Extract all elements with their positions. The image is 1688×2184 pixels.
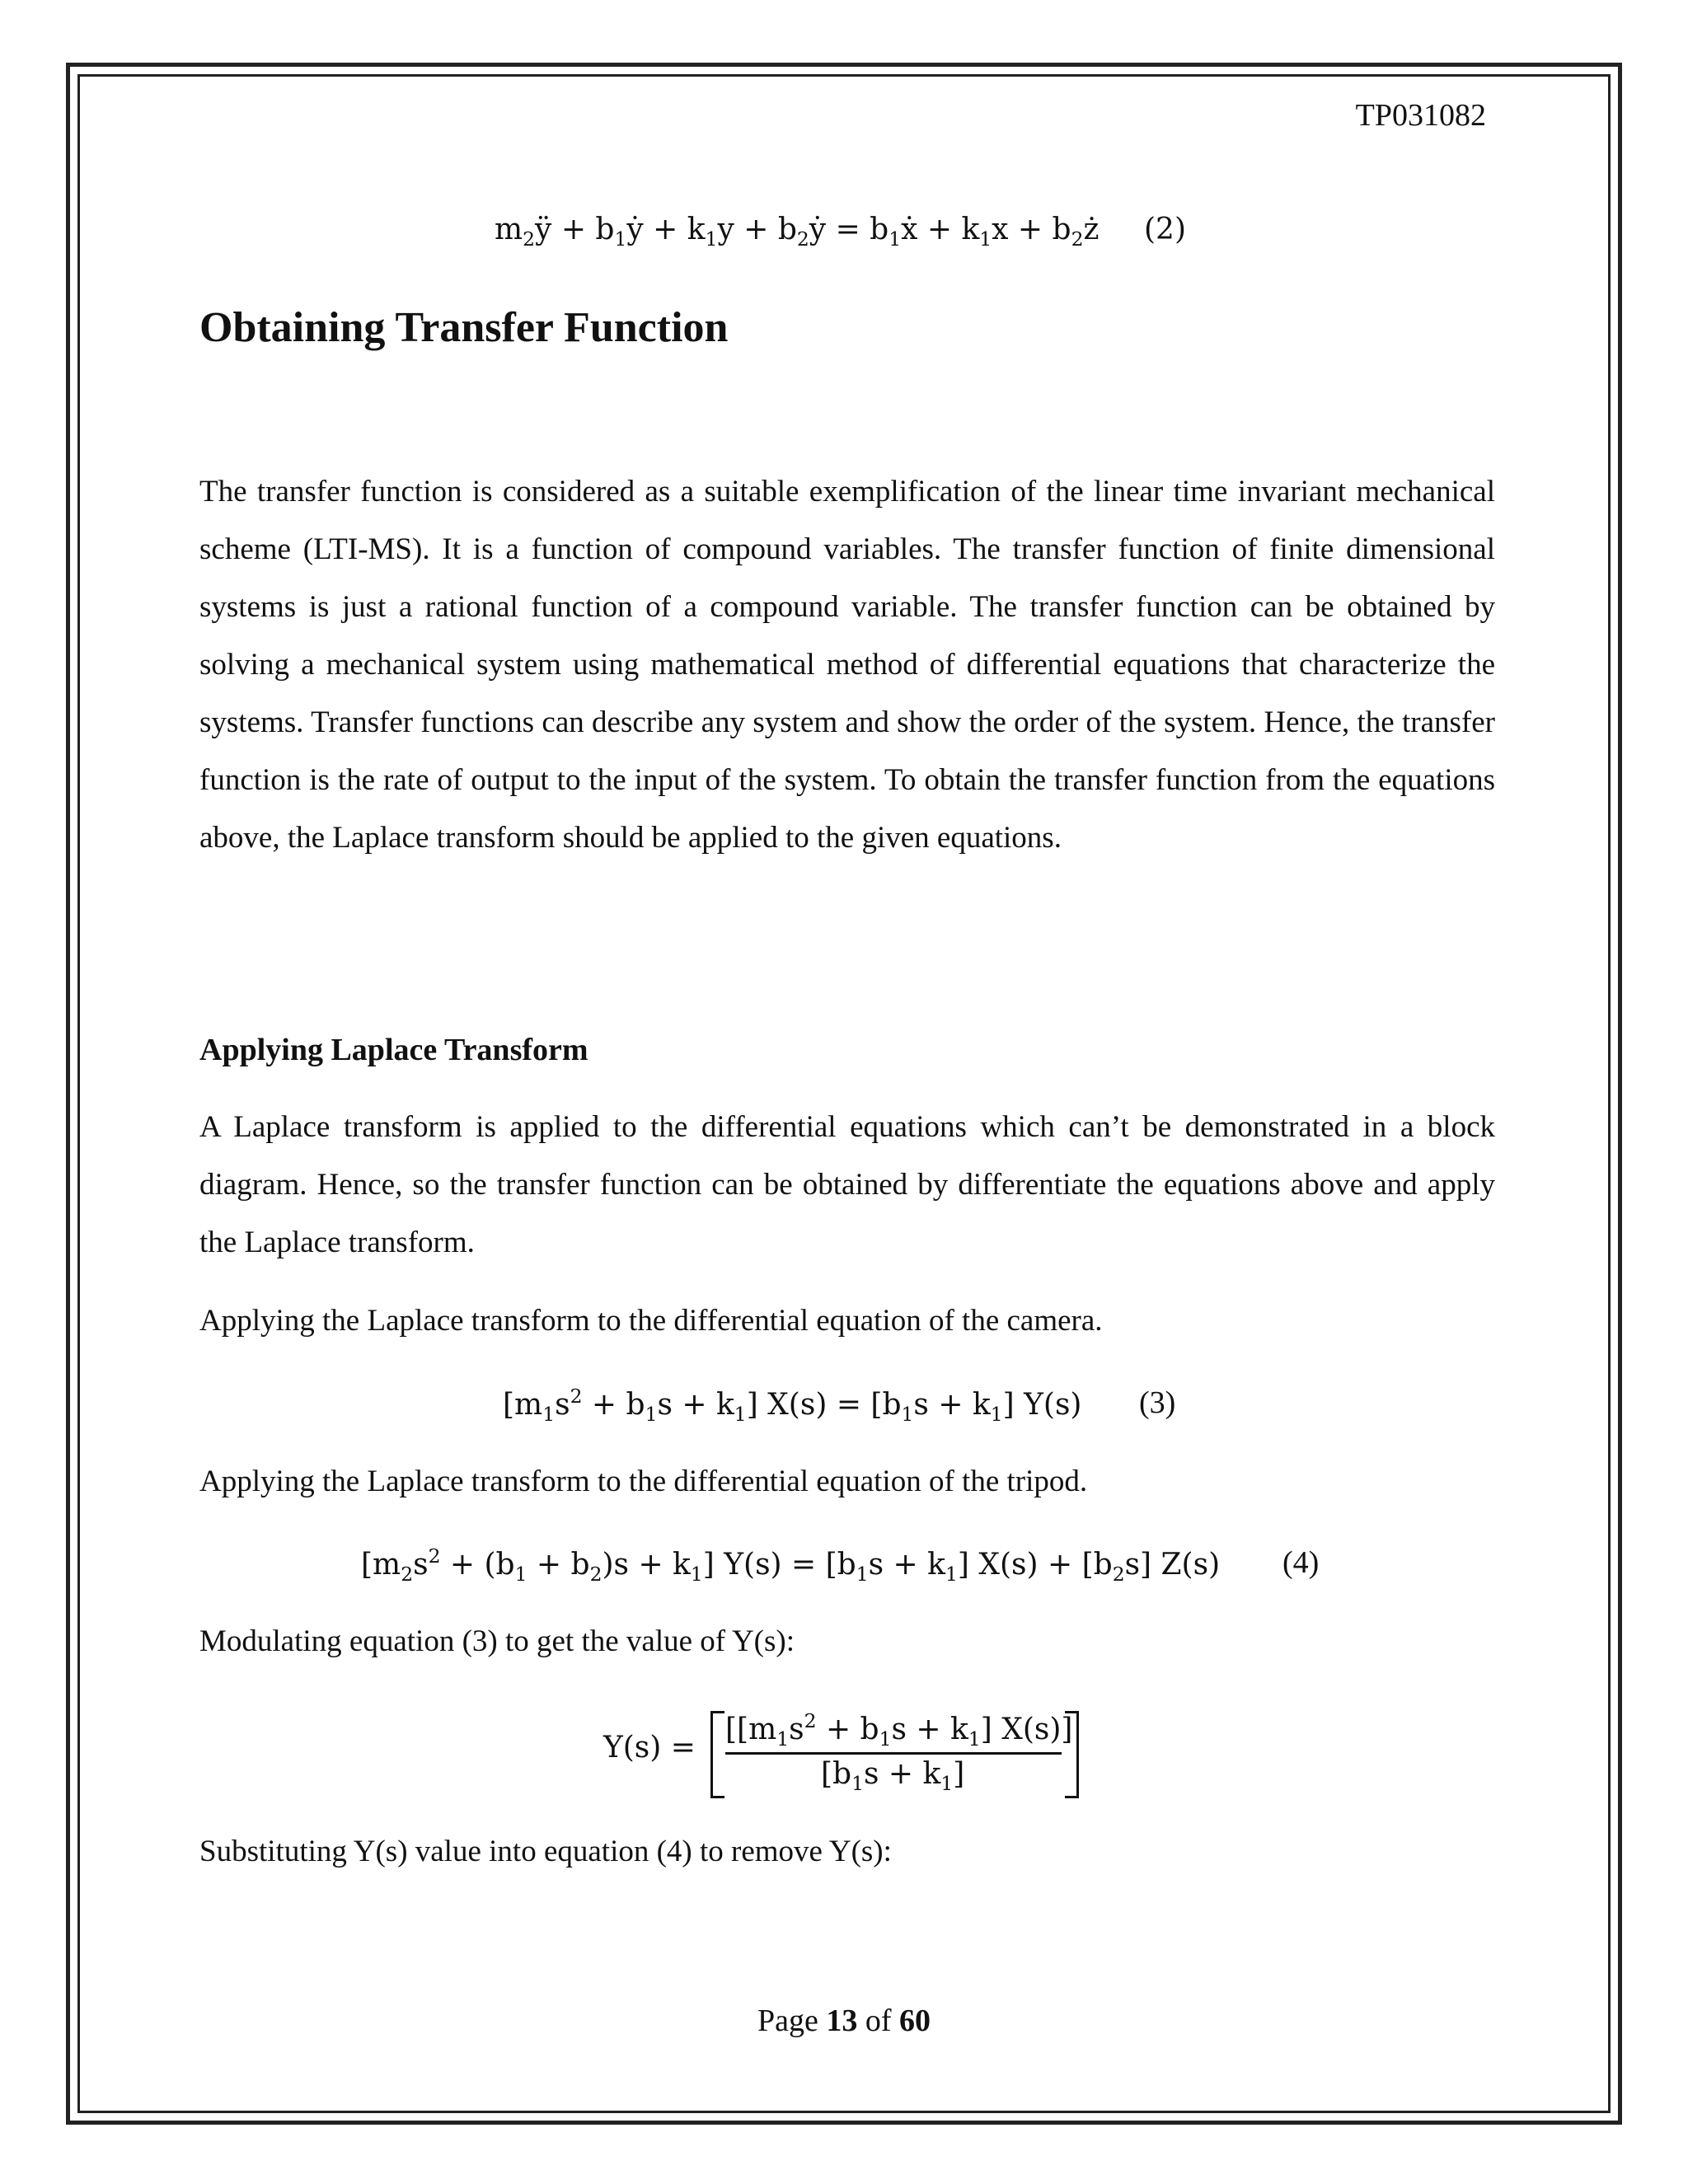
fraction-numerator: [$[m_1s^2 + b_1s + k_1]$ X(s)] — [725, 1709, 1073, 1751]
page-border-inner — [77, 74, 1611, 2113]
equation-ys-left-bracket — [710, 1711, 724, 1798]
subsection-title: Applying Laplace Transform — [199, 1033, 588, 1067]
equation-4-number: (4) — [1282, 1545, 1320, 1580]
footer-middle: of — [865, 2004, 892, 2038]
fraction-denominator: $[b_1s + k_1]$ — [821, 1757, 965, 1796]
equation-3: $[m_1s^2 + b_1s + k_1] X(s) = [b_1s + k_1]$ Y(s) — [503, 1385, 1082, 1427]
footer-total-pages: 60 — [899, 2004, 931, 2038]
equation-ys-lhs: Y(s) = — [603, 1731, 696, 1765]
page-footer — [0, 2003, 1688, 2039]
paragraph-substituting: Substituting Y(s) value into equation (4) to remove Y(s): — [199, 1835, 892, 1868]
paragraph-laplace-intro: A Laplace transform is applied to the differential equations which can’t be demonstrated in a block diagram. Hence, so the transfer function can be obtained by differentiate the equations above and apply the Laplace transform. — [199, 1110, 1495, 1259]
equation-2-number: (2) — [1144, 213, 1186, 246]
footer-prefix: Page — [757, 2004, 818, 2038]
paragraph-modulating: Modulating equation (3) to get the value of Y(s): — [199, 1624, 795, 1658]
paragraph-tripod: Applying the Laplace transform to the differential equation of the tripod. — [199, 1465, 1088, 1498]
equation-2: $m_2ÿ$ + $b_1ẏ + k_1y$ + $b_2ẏ$ = $b_1ẋ + k_1x$ + $b_2ż$ — [495, 213, 1100, 251]
paragraph-camera: Applying the Laplace transform to the differential equation of the camera. — [199, 1304, 1103, 1338]
paragraph-transfer-function: The transfer function is considered as a suitable exemplification of the linear time invariant mechanical scheme (LTI-MS). It is a function of compound variables. The transfer function of finite dimensional systems is just a rational function of a compound variable. The transfer function can be obtained by solving a mechanical system using mathematical method of differential equations that characterize the systems. Transfer functions can describe any system and show the order of the system. Hence, the transfer function is the rate of output to the input of the system. To obtain the transfer function from the equations above, the Laplace transform should be applied to the given equations. — [199, 475, 1495, 855]
fraction-bar — [725, 1752, 1062, 1755]
footer-current-page: 13 — [826, 2004, 858, 2038]
section-title: Obtaining Transfer Function — [199, 304, 729, 351]
equation-3-number: (3) — [1139, 1385, 1176, 1420]
equation-4: $[m_2s^2 + (b_1 + b_2)s + k_1] Y(s) = [b_1s + k_1] X(s) + [b_2s]$ Z(s) — [361, 1544, 1221, 1586]
document-id: TP031082 — [1355, 98, 1486, 133]
